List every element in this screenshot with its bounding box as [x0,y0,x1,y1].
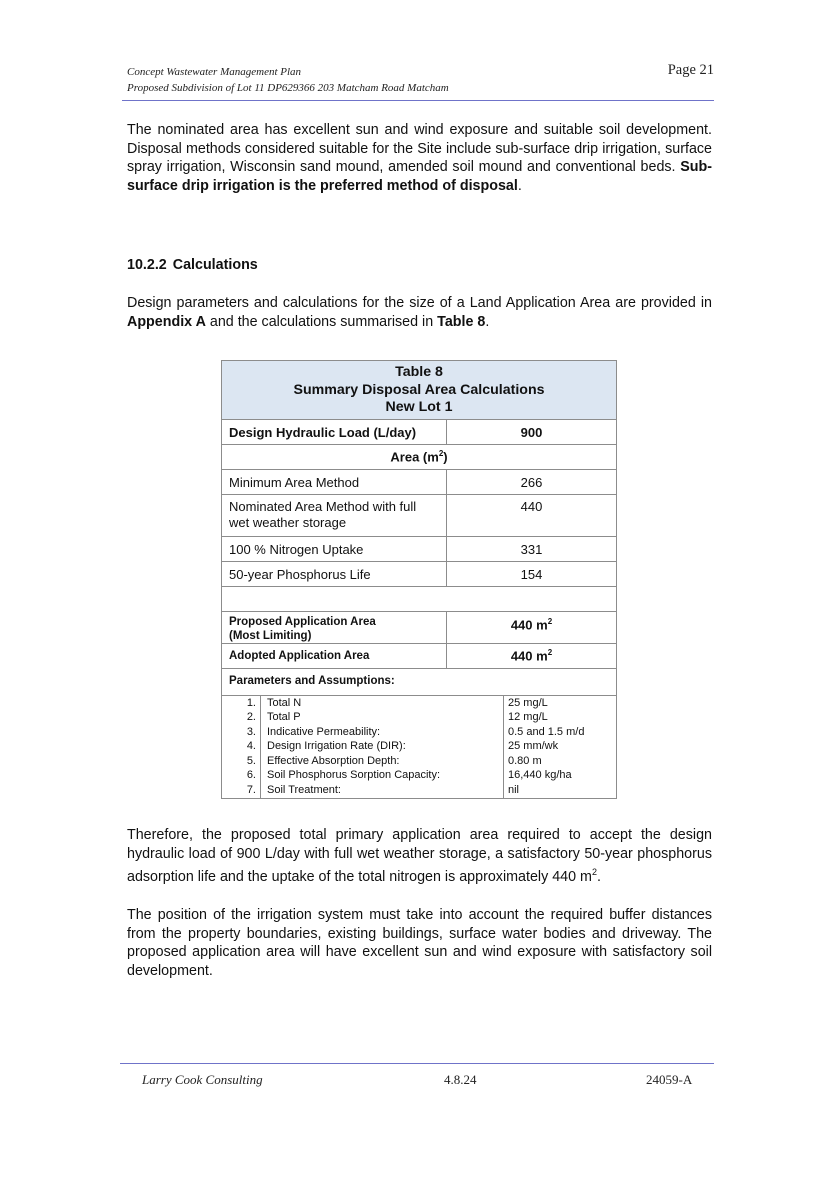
table-row [222,668,617,695]
param-number: 3. [222,725,261,740]
area-header [222,444,617,469]
intro-text: The nominated area has excellent sun and wind exposure and suitable soil development. Disposal methods considered suitable for the Site include sub-surface drip irrigation, surface spray irrigation, Wisconsin sand mound, amended soil mound and conventional beds. [127,122,712,175]
adopted-area-value [447,643,617,668]
section-title: Calculations [172,257,258,273]
list-item [222,783,616,798]
proposed-area-number: 440 m [510,616,548,632]
header-title-line1: Concept Wastewater Management Plan [127,66,302,78]
row-value: 154 [447,561,617,586]
section-number: 10.2.2 [127,257,167,273]
conclusion-paragraph [127,826,712,886]
row-value: 331 [447,536,617,561]
area-label: Area (m [390,448,439,464]
summary-table [221,360,617,799]
table-caption [222,361,617,420]
param-value: 25 mm/wk [508,740,559,753]
design-appendix-ref: Appendix A [127,313,206,330]
adopted-area-sup: 2 [547,647,553,657]
design-text-2: and the calculations summarised in [205,313,438,330]
param-number: 5. [222,754,261,769]
list-item [222,754,616,769]
param-value: 0.80 m [508,754,542,767]
header-divider [122,100,714,101]
list-item [222,768,616,783]
intro-end: . [517,177,522,194]
table-spacer-row [222,586,617,611]
adopted-area-number: 440 m [510,647,548,663]
param-number: 1. [222,696,261,711]
table-caption-line3: New Lot 1 [385,399,453,415]
proposed-area-label-line2: (Most Limiting) [229,629,312,642]
param-label: Total P [261,710,504,725]
param-value: nil [508,784,520,797]
position-paragraph: The position of the irrigation system must take into account the required buffer distances from the property boundaries, existing buildings, surface water bodies and driveway. The proposed application area will have excellent sun and wind exposure with satisfactory soil development. [127,907,712,979]
conclusion-text: Therefore, the proposed total primary application area required to accept the design hydraulic load of 900 L/day with full wet weather storage, a satisfactory 50-year phosphorus adsorption life and the uptake of the total nitrogen is approximately 440 m [127,827,712,885]
params-cell [222,695,617,798]
param-value: 0.5 and 1.5 m/d [508,725,585,738]
proposed-area-label [222,611,447,643]
list-item [222,696,616,711]
footer-date: 4.8.24 [444,1072,477,1087]
footer-reference: 24059-A [646,1072,693,1087]
page-number: Page 21 [667,62,714,78]
proposed-area-value [447,611,617,643]
table-row [222,561,617,586]
row-label: Nominated Area Method with full wet weather storage [222,494,447,536]
table-row [222,444,617,469]
intro-bold-text: Sub-surface drip irrigation is the preferred method of disposal [127,159,712,194]
area-sup: 2 [438,448,444,458]
param-number: 4. [222,739,261,754]
param-label: Total N [261,696,504,711]
conclusion-sup: 2 [591,867,597,877]
header-title [127,64,449,96]
table-row [222,494,617,536]
table-row [222,419,617,444]
param-value: 12 mg/L [508,711,548,724]
dhl-label: Design Hydraulic Load (L/day) [222,419,447,444]
param-value: 25 mg/L [508,696,548,709]
param-label: Effective Absorption Depth: [261,754,504,769]
param-value: 16,440 kg/ha [508,769,572,782]
param-label: Soil Treatment: [261,783,504,798]
params-list [222,696,616,798]
list-item [222,710,616,725]
dhl-value: 900 [447,419,617,444]
row-value: 440 [447,494,617,536]
param-number: 7. [222,783,261,798]
table-row [222,536,617,561]
row-value: 266 [447,469,617,494]
row-label: 50-year Phosphorus Life [222,561,447,586]
conclusion-end: . [596,868,601,885]
section-heading [127,257,258,273]
param-number: 2. [222,710,261,725]
params-row [222,695,617,798]
header-title-line2: Proposed Subdivision of Lot 11 DP629366 203 Matcham Road Matcham [127,82,449,94]
param-label: Soil Phosphorus Sorption Capacity: [261,768,504,783]
footer-divider [120,1063,714,1064]
param-number: 6. [222,768,261,783]
table-caption-line1: Table 8 [395,364,443,380]
design-text-3: . [485,313,490,330]
table-spacer [222,586,617,611]
footer-company: Larry Cook Consulting [142,1072,263,1087]
param-label: Design Irrigation Rate (DIR): [261,739,504,754]
row-label: Minimum Area Method [222,469,447,494]
table-row [222,643,617,668]
table-row [222,469,617,494]
param-label: Indicative Permeability: [261,725,504,740]
table-caption-row [222,361,617,420]
table-caption-line2: Summary Disposal Area Calculations [293,381,545,398]
params-title: Parameters and Assumptions: [222,668,617,695]
row-label: 100 % Nitrogen Uptake [222,536,447,561]
design-text-1: Design parameters and calculations for the size of a Land Application Area are provided in [127,295,712,311]
intro-paragraph [127,121,712,195]
proposed-area-label-line1: Proposed Application Area [229,615,376,628]
design-table-ref: Table 8 [437,313,486,330]
adopted-area-label: Adopted Application Area [222,643,447,668]
list-item [222,739,616,754]
table-row [222,611,617,643]
area-close: ) [443,448,448,464]
list-item [222,725,616,740]
proposed-area-sup: 2 [547,616,553,626]
design-paragraph [127,294,712,331]
